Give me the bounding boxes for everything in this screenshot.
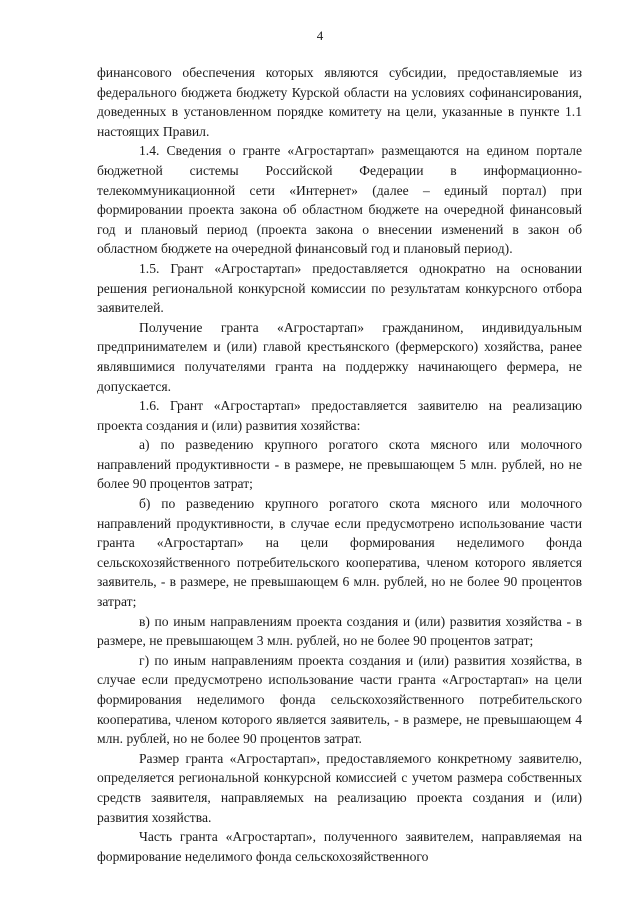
paragraph-grant-part: Часть гранта «Агростартап», полученного заявителем, направляемая на формирование неделимого фонда сельскохозяйственного [97, 829, 582, 864]
paragraph-continuation: финансового обеспечения которых являются субсидии, предоставляемые из федерального бюджета бюджету Курской области на условиях софинансирования, доведенных в установленном порядке комитету на цели, указанные в пункте 1.1 настоящих Правил. [97, 65, 582, 139]
paragraph-grant-size: Размер гранта «Агростартап», предоставляемого конкретному заявителю, определяется региональной конкурсной комиссией с учетом размера собственных средств заявителя, направляемых на реализацию проекта создания и (или) развития хозяйства. [97, 750, 582, 825]
paragraph-grant-restriction: Получение гранта «Агростартап» гражданином, индивидуальным предпринимателем и (или) главой крестьянского (фермерского) хозяйства, ранее являвшимися получателями гранта на поддержку начинающего фермера, не допускается. [97, 319, 582, 394]
page-number: 4 [316, 28, 324, 43]
paragraph-item-b: б) по разведению крупного рогатого скота мясного или молочного направлений продуктивности, в случае если предусмотрено использование части гранта «Агростартап» на цели формирования неделимого фонда сельскохозяйственного потребительского кооператива, членом которого является заявитель, - в размере, не превышающем 6 млн. рублей, но не более 90 процентов затрат; [97, 496, 582, 610]
document-body [97, 63, 582, 866]
paragraph-item-g: г) по иным направлениям проекта создания и (или) развития хозяйства, в случае если предусмотрено использование части гранта «Агростартап» на цели формирования неделимого фонда сельскохозяйственного потребительского кооператива, членом которого является заявитель, - в размере, не превышающем 4 млн. рублей, но не более 90 процентов затрат. [97, 652, 582, 747]
paragraph-1-6: 1.6. Грант «Агростартап» предоставляется заявителю на реализацию проекта создания и (или) развития хозяйства: [97, 398, 582, 433]
paragraph-1-5: 1.5. Грант «Агростартап» предоставляется однократно на основании решения региональной конкурсной комиссии по результатам конкурсного отбора заявителей. [97, 260, 582, 316]
paragraph-1-4: 1.4. Сведения о гранте «Агростартап» размещаются на едином портале бюджетной системы Российской Федерации в информационно-телекоммуникационной сети «Интернет» (далее – единый портал) при формировании проекта закона об областном бюджете на очередной финансовый год и плановый период (проекта закона о внесении изменений в закон об областном бюджете на очередной финансовый год и плановый период). [97, 143, 582, 257]
paragraph-item-a: а) по разведению крупного рогатого скота мясного или молочного направлений продуктивности - в размере, не превышающем 5 млн. рублей, но не более 90 процентов затрат; [97, 437, 582, 492]
paragraph-item-v: в) по иным направлениям проекта создания и (или) развития хозяйства - в размере, не превышающем 3 млн. рублей, но не более 90 процентов затрат; [97, 613, 582, 649]
